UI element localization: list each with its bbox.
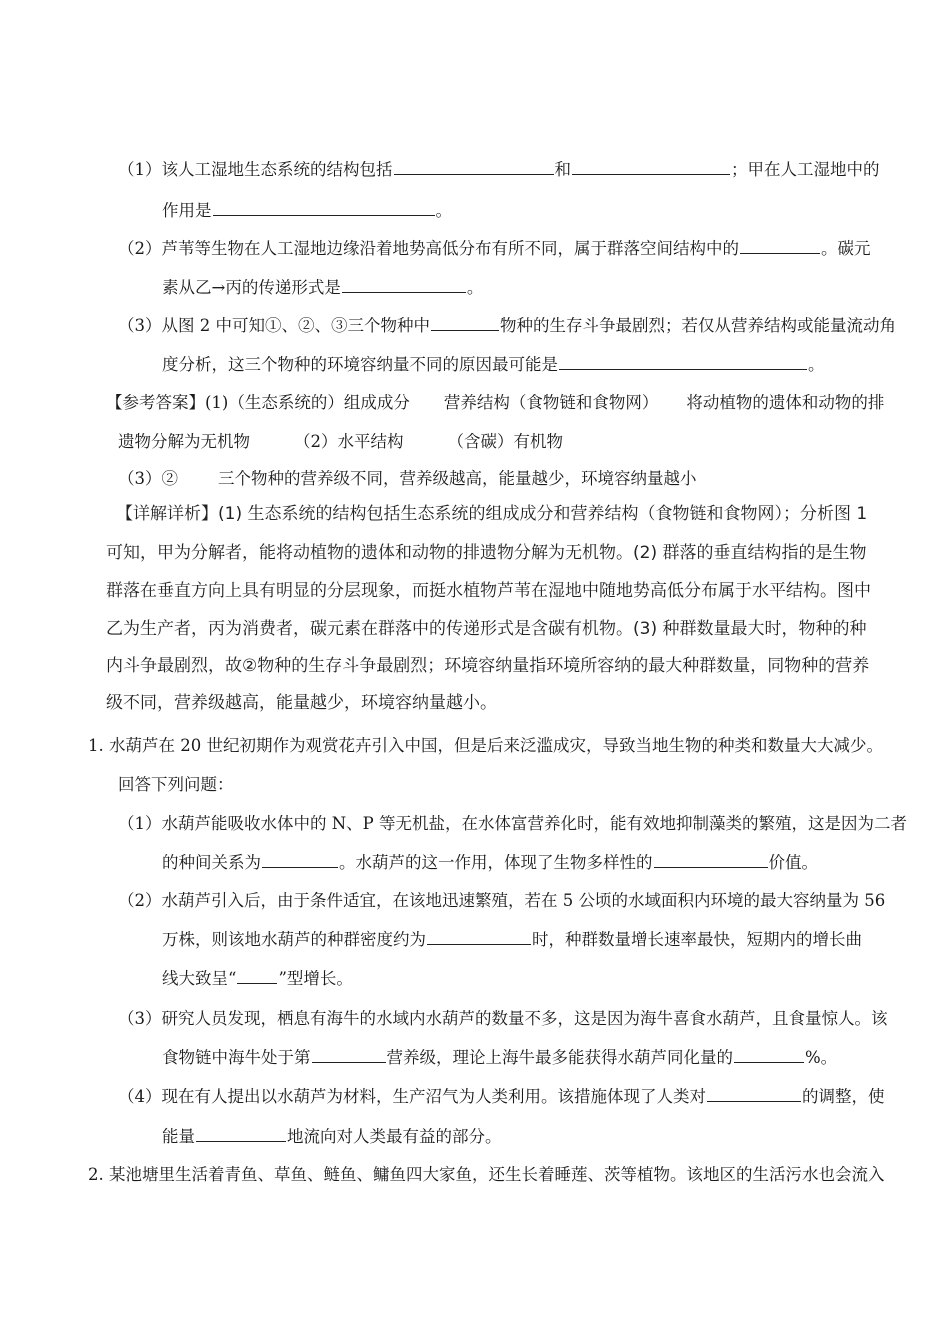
answer-blank[interactable]: [262, 851, 338, 868]
question1-title: 1. 水葫芦在 20 世纪初期作为观赏花卉引入中国，但是后来泛滥成灾，导致当地生物的种类和数量大大减少。: [88, 736, 883, 755]
answer-blank[interactable]: [572, 158, 730, 175]
detail-line3: 群落在垂直方向上具有明显的分层现象，而挺水植物芦苇在湿地中随地势高低分布属于水平结构。图中: [106, 581, 871, 601]
q1-sub1-line1: （1）水葫芦能吸收水体中的 N、P 等无机盐，在水体富营养化时，能有效地抑制藻类的繁殖，这是因为二者: [118, 814, 908, 833]
q1-line2: 作用是 。: [162, 201, 452, 220]
answer-line2: 遗物分解为无机物 （2）水平结构 （含碳）有机物: [118, 432, 563, 451]
detail-label: 【详解详析】: [116, 504, 218, 524]
answer-blank[interactable]: [196, 1125, 286, 1142]
q1-sub3-line2: 食物链中海牛处于第 营养级，理论上海牛最多能获得水葫芦同化量的 %。: [162, 1048, 838, 1067]
answer-blank[interactable]: [312, 1046, 386, 1063]
question1-intro: 回答下列问题：: [118, 775, 234, 794]
question2-title: 2. 某池塘里生活着青鱼、草鱼、鲢鱼、鳙鱼四大家鱼，还生长着睡莲、茨等植物。该地区的生活污水也会流入: [88, 1165, 885, 1184]
q1-line1: （1）该人工湿地生态系统的结构包括 和 ；甲在人工湿地中的: [118, 160, 880, 179]
q3-line1: （3）从图 2 中可知①、②、③三个物种中 物种的生存斗争最剧烈；若仅从营养结构或能量流动角: [118, 316, 896, 335]
answer-label: 【参考答案】: [106, 393, 205, 412]
detail-line5: 内斗争最剧烈，故②物种的生存斗争最剧烈；环境容纳量指环境所容纳的最大种群数量，同物种的营养: [106, 656, 870, 676]
answer-blank[interactable]: [740, 237, 820, 254]
q1-sub4-line2: 能量 地流向对人类最有益的部分。: [162, 1127, 502, 1146]
detail-line2: 可知，甲为分解者，能将动植物的遗体和动物的排遗物分解为无机物。(2) 群落的垂直结构指的是生物: [106, 543, 867, 563]
answer-blank[interactable]: [734, 1046, 804, 1063]
answer-blank[interactable]: [707, 1085, 801, 1102]
q1-sub4-line1: （4）现在有人提出以水葫芦为材料，生产沼气为人类利用。该措施体现了人类对 的调整，使: [118, 1087, 885, 1106]
answer-blank[interactable]: [342, 276, 466, 293]
q1-sub2-line1: （2）水葫芦引入后，由于条件适宜，在该地迅速繁殖，若在 5 公顷的水域面积内环境的最大容纳量为 56: [118, 891, 886, 910]
q1-sub2-line3: 线大致呈“ ”型增长。: [162, 969, 353, 988]
q1-sub2-line2: 万株，则该地水葫芦的种群密度约为 时，种群数量增长速率最快，短期内的增长曲: [162, 930, 862, 949]
answer-blank[interactable]: [431, 314, 499, 331]
answer-blank[interactable]: [237, 967, 277, 984]
detail-line6: 级不同，营养级越高，能量越少，环境容纳量越小。: [106, 693, 497, 713]
q3-line2: 度分析，这三个物种的环境容纳量不同的原因最可能是 。: [162, 355, 825, 374]
answer-line1: 【参考答案】(1)（生态系统的）组成成分 营养结构（食物链和食物网） 将动植物的遗体和动物的排: [106, 393, 885, 412]
answer-line3: （3）② 三个物种的营养级不同，营养级越高，能量越少，环境容纳量越小: [118, 469, 697, 488]
answer-blank[interactable]: [213, 199, 435, 216]
detail-line4: 乙为生产者，丙为消费者，碳元素在群落中的传递形式是含碳有机物。(3) 种群数量最大时，物种的种: [106, 619, 867, 639]
q2-line1: （2）芦苇等生物在人工湿地边缘沿着地势高低分布有所不同，属于群落空间结构中的 。碳元: [118, 239, 871, 258]
q1-sub3-line1: （3）研究人员发现，栖息有海牛的水域内水葫芦的数量不多，这是因为海牛喜食水葫芦，且食量惊人。该: [118, 1009, 888, 1028]
detail-line1: 【详解详析】(1) 生态系统的结构包括生态系统的组成成分和营养结构（食物链和食物网）；分析图 1: [116, 504, 868, 524]
q2-line2: 素从乙→丙的传递形式是 。: [162, 278, 484, 297]
answer-blank[interactable]: [394, 158, 554, 175]
answer-blank[interactable]: [559, 353, 807, 370]
answer-blank[interactable]: [654, 851, 768, 868]
q1-sub1-line2: 的种间关系为 。水葫芦的这一作用，体现了生物多样性的 价值。: [162, 853, 818, 872]
answer-blank[interactable]: [427, 928, 531, 945]
